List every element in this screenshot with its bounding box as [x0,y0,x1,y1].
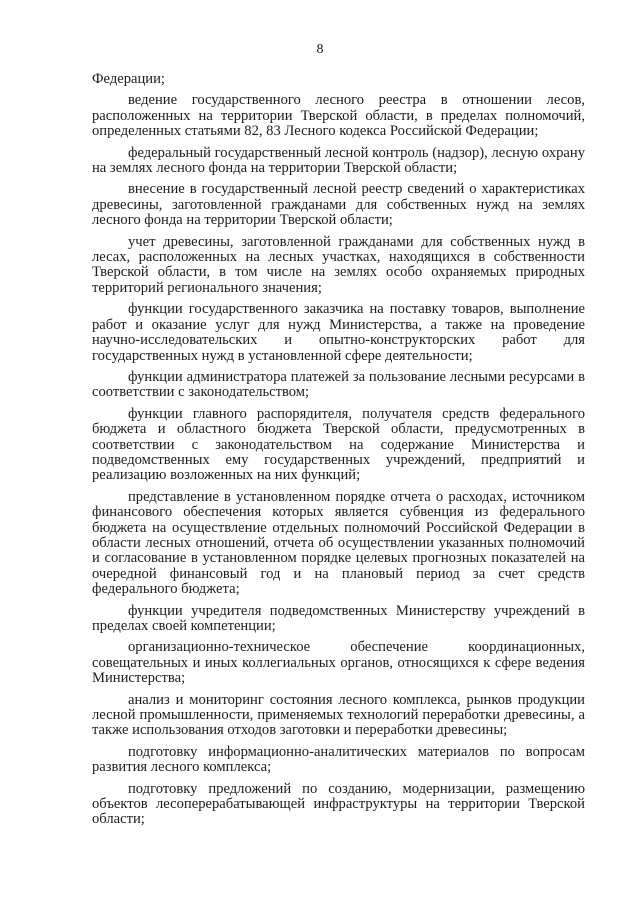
paragraph: функции государственного заказчика на поставку товаров, выполнение работ и оказание услуг для нужд Министерства, а также на проведение научно-исследовательских и опытно-конструкторских работ для государственных нужд в установленной сфере деятельности; [92,301,585,364]
paragraph: функции учредителя подведомственных Министерству учреждений в пределах своей компетенции; [92,602,585,634]
page-number: 8 [316,42,324,57]
paragraph: внесение в государственный лесной реестр сведений о характеристиках древесины, заготовленной гражданами для собственных нужд на землях лесного фонда на территории Тверской области; [92,181,585,229]
document-body [92,72,585,834]
paragraph: Федерации; [92,71,165,87]
paragraph: организационно-техническое обеспечение координационных, совещательных и иных коллегиальных органов, относящихся к сфере ведения Министерства; [92,639,585,687]
paragraph: функции главного распорядителя, получателя средств федерального бюджета и областного бюджета Тверской области, предусмотренных в соответствии с законодательством на содержание Министерства и подведомственных ему государственных учреждений, предприятий и реализацию возложенных на них функций; [92,405,585,484]
paragraph: анализ и мониторинг состояния лесного комплекса, рынков продукции лесной промышленности, применяемых технологий переработки древесины, а также использования отходов заготовки и переработки древесины; [92,691,585,739]
paragraph: представление в установленном порядке отчета о расходах, источником финансового обеспечения которых является субвенция из федерального бюджета на осуществление отдельных полномочий Российской Федерации в области лесных отношений, отчета об осуществлении указанных полномочий и согласование в установленном порядке целевых прогнозных показателей на очередной финансовый год и на плановый период за счет средств федерального бюджета; [92,488,585,598]
paragraph: федеральный государственный лесной контроль (надзор), лесную охрану на землях лесного фонда на территории Тверской области; [92,144,585,177]
paragraph: подготовку предложений по созданию, модернизации, размещению объектов лесоперерабатывающей инфраструктуры на территории Тверской области; [92,780,585,828]
paragraph: ведение государственного лесного реестра в отношении лесов, расположенных на территории Тверской области, в пределах полномочий, определенных статьями 82, 83 Лесного кодекса Российской Федерации; [92,92,585,140]
paragraph: функции администратора платежей за пользование лесными ресурсами в соответствии с законодательством; [92,368,585,401]
paragraph: учет древесины, заготовленной гражданами для собственных нужд в лесах, расположенных на лесных участках, находящихся в собственности Тверской области, в том числе на землях особо охраняемых природных территорий регионального значения; [92,233,585,296]
paragraph: подготовку информационно-аналитических материалов по вопросам развития лесного комплекса; [92,743,585,776]
